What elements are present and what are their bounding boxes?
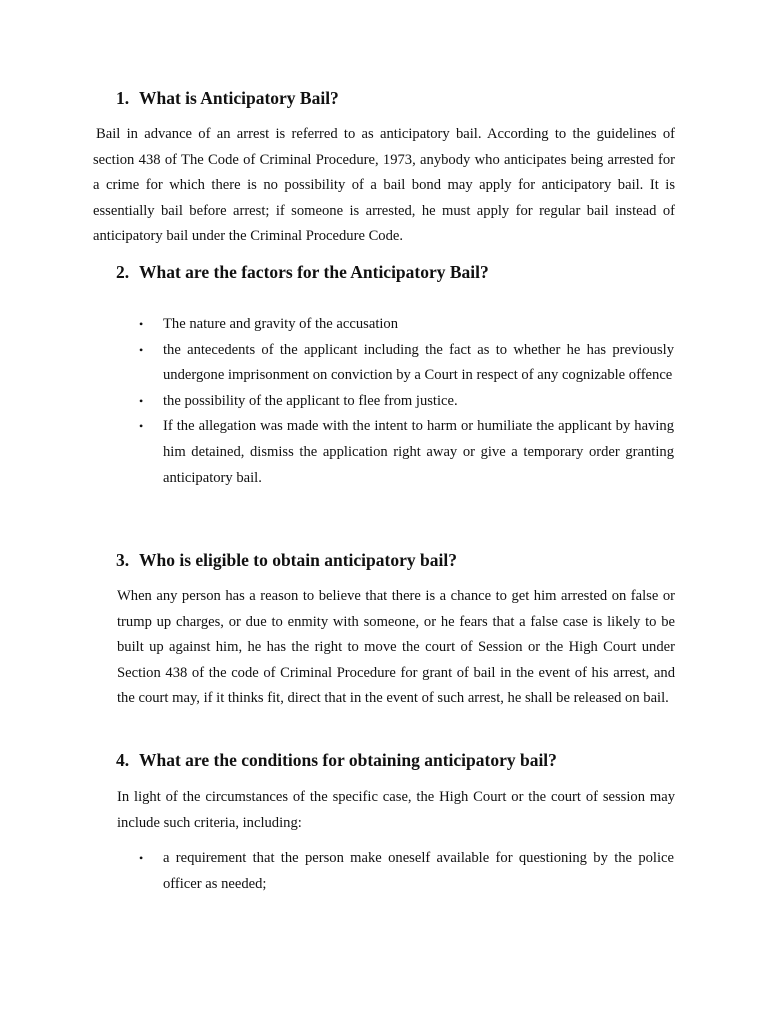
section-1-number: 1. (116, 88, 130, 108)
list-item-text: If the allegation was made with the intent to harm or humiliate the applicant by having him detained, dismiss the application right away or give a temporary order granting anticipatory bail. (163, 418, 674, 486)
section-4-heading (116, 750, 557, 770)
bullet-icon: • (139, 393, 144, 408)
bullet-icon: • (139, 419, 144, 434)
bullet-icon: • (139, 317, 144, 331)
section-4-title: What are the conditions for obtaining anticipatory bail? (139, 750, 557, 770)
section-1-paragraph: Bail in advance of an arrest is referred to as anticipatory bail. According to the guidelines of section 438 of The Code of Criminal Procedure, 1973, anybody who anticipates being arrested for a crime for which there is no possibility of a bail bond may apply for anticipatory bail. It is essentially bail before arrest; if someone is arrested, he must apply for regular bail instead of anticipatory bail under the Criminal Procedure Code. (93, 126, 675, 245)
list-item (0, 846, 674, 897)
list-item (0, 338, 674, 389)
section-3-number: 3. (116, 550, 130, 570)
section-3-heading (116, 550, 457, 570)
list-item-text: a requirement that the person make oneself available for questioning by the police officer as needed; (163, 850, 674, 892)
section-3-title: Who is eligible to obtain anticipatory bail? (139, 550, 457, 570)
list-item-text: The nature and gravity of the accusation (163, 316, 399, 332)
bullet-icon: • (139, 342, 144, 357)
list-item (0, 312, 674, 338)
section-1-title: What is Anticipatory Bail? (139, 88, 339, 108)
section-4-number: 4. (116, 750, 130, 770)
section-2-title: What are the factors for the Anticipatory Bail? (139, 262, 489, 282)
section-1-heading (116, 88, 339, 108)
list-item-text: the possibility of the applicant to flee from justice. (163, 392, 458, 409)
bullet-icon: • (139, 851, 144, 865)
list-item (0, 389, 674, 415)
list-item (0, 414, 674, 491)
list-item-text: the antecedents of the applicant including the fact as to whether he has previously undergone imprisonment on conviction by a Court in respect of any cognizable offence (163, 341, 674, 384)
section-3-paragraph: When any person has a reason to believe that there is a chance to get him arrested on false or trump up charges, or due to enmity with someone, or he fears that a false case is likely to be built up against him, he has the right to move the court of Session or the High Court under Section 438 of the code of Criminal Procedure for grant of bail in the event of his arrest, and the court may, if it thinks fit, direct that in the event of such arrest, he shall be released on bail. (117, 588, 675, 707)
section-2-bullet-list (0, 312, 674, 491)
section-2-heading (116, 262, 489, 282)
section-4-paragraph: In light of the circumstances of the specific case, the High Court or the court of session may include such criteria, including: (117, 789, 675, 831)
section-2-number: 2. (116, 262, 130, 282)
section-4-bullet-list (0, 846, 674, 897)
